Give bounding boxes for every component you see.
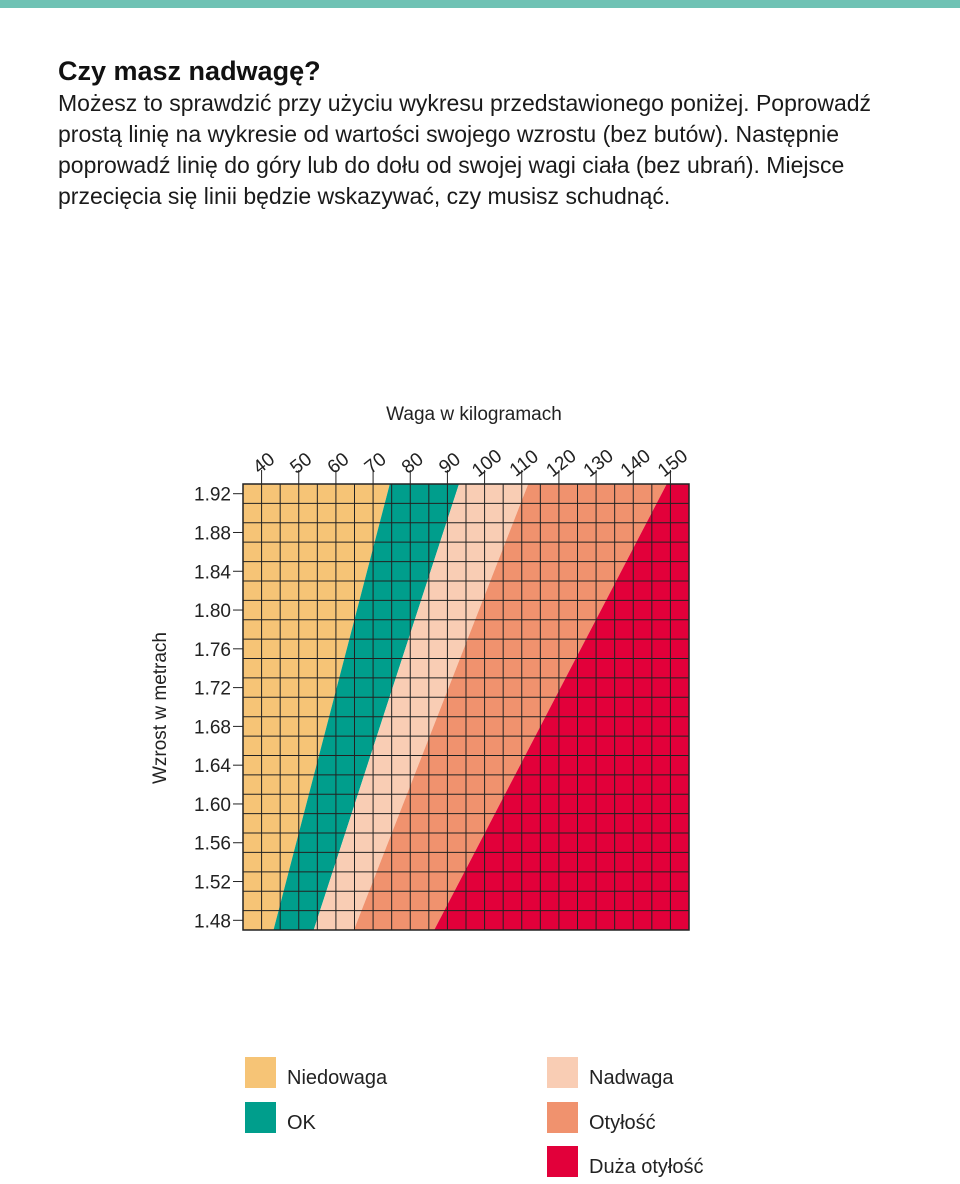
x-tick-label: 70 <box>360 448 391 479</box>
y-tick-label: 1.92 <box>194 484 231 506</box>
y-tick-label: 1.76 <box>194 639 231 661</box>
y-tick-label: 1.72 <box>194 678 231 700</box>
legend-swatch <box>547 1057 578 1088</box>
legend-swatch <box>547 1102 578 1133</box>
top-accent-bar <box>0 0 960 8</box>
x-tick-label: 50 <box>286 448 317 479</box>
legend-label: Duża otyłość <box>589 1156 704 1178</box>
x-tick-label: 80 <box>398 448 428 479</box>
legend-label: Niedowaga <box>287 1067 388 1089</box>
x-tick-label: 110 <box>505 446 543 482</box>
y-tick-label: 1.52 <box>194 872 231 894</box>
instructions-text: Możesz to sprawdzić przy użyciu wykresu przedstawionego poniżej. Poprowadź prostą linię na wykresie od wartości swojego wzrostu (bez butów). Następnie poprowadź linię do góry lub do dołu od swojej wagi ciała (bez ubrań). Miejsce przecięcia się linii będzie wskazywać, czy musisz schudnąć. <box>58 90 872 209</box>
y-tick-label: 1.68 <box>194 717 231 739</box>
legend-swatch <box>245 1057 276 1088</box>
x-tick-label: 100 <box>468 445 507 482</box>
legend-swatch <box>245 1102 276 1133</box>
intro-section <box>58 54 918 212</box>
y-tick-label: 1.48 <box>194 911 231 933</box>
bmi-chart <box>0 390 960 950</box>
legend-label: OK <box>287 1112 316 1134</box>
page-title: Czy masz nadwagę? <box>58 56 321 86</box>
x-tick-label: 60 <box>323 448 354 479</box>
y-tick-label: 1.60 <box>194 794 231 816</box>
y-axis-title: Wzrost w metrach <box>150 631 171 785</box>
y-tick-label: 1.64 <box>194 756 231 778</box>
y-tick-label: 1.80 <box>194 601 231 623</box>
x-tick-label: 40 <box>249 448 279 479</box>
y-tick-label: 1.84 <box>194 562 231 584</box>
x-tick-label: 130 <box>579 445 618 482</box>
x-tick-label: 150 <box>654 445 692 482</box>
x-tick-label: 140 <box>616 445 655 482</box>
legend-swatch <box>547 1146 578 1177</box>
x-tick-label: 90 <box>435 448 465 479</box>
x-tick-label: 120 <box>542 445 581 482</box>
y-tick-label: 1.56 <box>194 833 231 855</box>
y-tick-label: 1.88 <box>194 523 231 545</box>
legend-label: Otyłość <box>589 1112 656 1134</box>
legend-label: Nadwaga <box>589 1067 674 1089</box>
x-axis-title: Waga w kilogramach <box>386 404 562 425</box>
